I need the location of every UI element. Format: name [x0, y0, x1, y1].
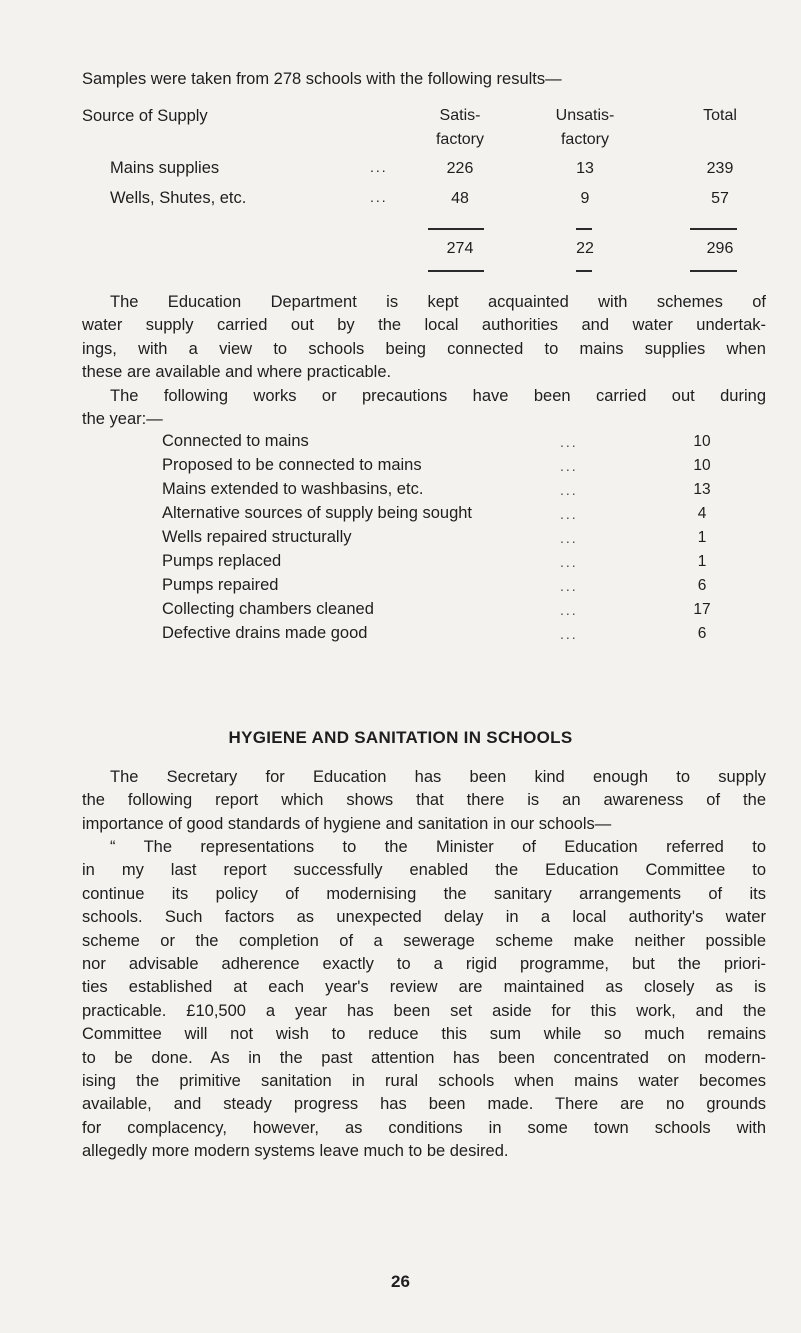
work-dots: ... — [560, 506, 578, 522]
intro-text: Samples were taken from 278 schools with the following results— — [82, 70, 562, 88]
text-line: “ The representations to the Minister of Education referred to — [110, 838, 766, 856]
sum-rule-total — [690, 228, 737, 230]
row-label: Mains supplies — [110, 159, 220, 177]
work-count: 1 — [697, 529, 707, 546]
cell-satisfactory: 48 — [451, 190, 469, 207]
text-line: ising the primitive sanitation in rural schools when mains water becomes — [82, 1072, 766, 1091]
col-header-unsatisfactory-1: Unsatis- — [555, 107, 615, 124]
text-line: the year:— — [82, 410, 163, 429]
total-rule-unsatisfactory — [576, 270, 592, 272]
row-label: Wells, Shutes, etc. — [110, 189, 247, 207]
text-line: in my last report successfully enabled the Education Committee to — [82, 861, 766, 880]
total-unsatisfactory: 22 — [576, 240, 594, 257]
text-line: The Secretary for Education has been kind enough to supply — [110, 768, 766, 786]
work-label: Defective drains made good — [162, 624, 368, 642]
text-line: Committee will not wish to reduce this sum while so much remains — [82, 1025, 766, 1044]
work-dots: ... — [560, 530, 578, 546]
work-dots: ... — [560, 458, 578, 474]
work-label: Alternative sources of supply being sought — [162, 504, 473, 522]
cell-total: 57 — [711, 190, 729, 207]
work-label: Connected to mains — [162, 432, 309, 450]
col-header-unsatisfactory-2: factory — [560, 131, 609, 148]
work-dots: ... — [560, 554, 578, 570]
text-line: available, and steady progress has been made. There are no grounds — [82, 1095, 766, 1114]
text-line: nor advisable adherence exactly to a rigid programme, but the priori- — [82, 955, 766, 974]
work-count: 10 — [693, 433, 711, 450]
paragraph-works-intro — [82, 385, 766, 432]
text-line: importance of good standards of hygiene and sanitation in our schools— — [82, 814, 612, 833]
row-dots: ... — [370, 189, 388, 205]
work-dots: ... — [560, 602, 578, 618]
text-line: ings, with a view to schools being connected to mains supplies when — [82, 339, 766, 358]
row-dots: ... — [370, 159, 388, 175]
work-label: Wells repaired structurally — [162, 528, 352, 546]
paragraph-secretary — [82, 766, 766, 836]
work-count: 6 — [697, 577, 707, 594]
text-line: The Education Department is kept acquainted with schemes of — [110, 293, 766, 311]
cell-unsatisfactory: 13 — [576, 160, 594, 177]
work-dots: ... — [560, 482, 578, 498]
work-label: Pumps repaired — [162, 576, 279, 594]
col-header-total: Total — [703, 107, 737, 124]
work-label: Mains extended to washbasins, etc. — [162, 480, 424, 498]
total-grand: 296 — [706, 240, 734, 257]
text-line: these are available and where practicable. — [82, 363, 392, 382]
work-count: 17 — [693, 601, 711, 618]
text-line: practicable. £10,500 a year has been set aside for this work, and the — [82, 1001, 766, 1020]
text-line: water supply carried out by the local authorities and water undertak- — [82, 316, 766, 335]
work-label: Pumps replaced — [162, 552, 282, 570]
text-line: ties established at each year's review are maintained as closely as is — [82, 978, 766, 997]
work-label: Collecting chambers cleaned — [162, 600, 374, 618]
text-line: The following works or precautions have been carried out during — [110, 387, 766, 405]
text-line: for complacency, however, as conditions in some town schools with — [82, 1118, 766, 1137]
page-number: 26 — [391, 1272, 410, 1291]
work-count: 1 — [697, 553, 707, 570]
text-line: to be done. As in the past attention has been concentrated on modern- — [82, 1048, 766, 1067]
work-count: 10 — [693, 457, 711, 474]
text-line: allegedly more modern systems leave much to be desired. — [82, 1142, 509, 1161]
sum-rule-unsatisfactory — [576, 228, 592, 230]
col-header-satisfactory-1: Satis- — [439, 107, 481, 124]
cell-unsatisfactory: 9 — [580, 190, 590, 207]
work-dots: ... — [560, 578, 578, 594]
section-heading: HYGIENE AND SANITATION IN SCHOOLS — [228, 728, 573, 747]
text-line: continue its policy of modernising the sanitary arrangements of its — [82, 884, 766, 903]
total-rule-satisfactory — [428, 270, 484, 272]
text-line: scheme or the completion of a sewerage scheme make neither possible — [82, 931, 766, 950]
col-header-satisfactory-2: factory — [435, 131, 484, 148]
work-count: 6 — [697, 625, 707, 642]
work-dots: ... — [560, 434, 578, 450]
paragraph-education-department — [82, 291, 766, 385]
paragraph-quoted-report — [82, 836, 766, 1164]
total-satisfactory: 274 — [446, 240, 474, 257]
sum-rule-satisfactory — [428, 228, 484, 230]
work-count: 13 — [693, 481, 711, 498]
col-header-source: Source of Supply — [82, 107, 208, 125]
total-rule-total — [690, 270, 737, 272]
work-dots: ... — [560, 626, 578, 642]
cell-total: 239 — [706, 160, 734, 177]
cell-satisfactory: 226 — [446, 160, 474, 177]
text-line: the following report which shows that there is an awareness of the — [82, 791, 766, 810]
work-count: 4 — [697, 505, 707, 522]
work-label: Proposed to be connected to mains — [162, 456, 422, 474]
text-line: schools. Such factors as unexpected delay in a local authority's water — [82, 908, 766, 927]
